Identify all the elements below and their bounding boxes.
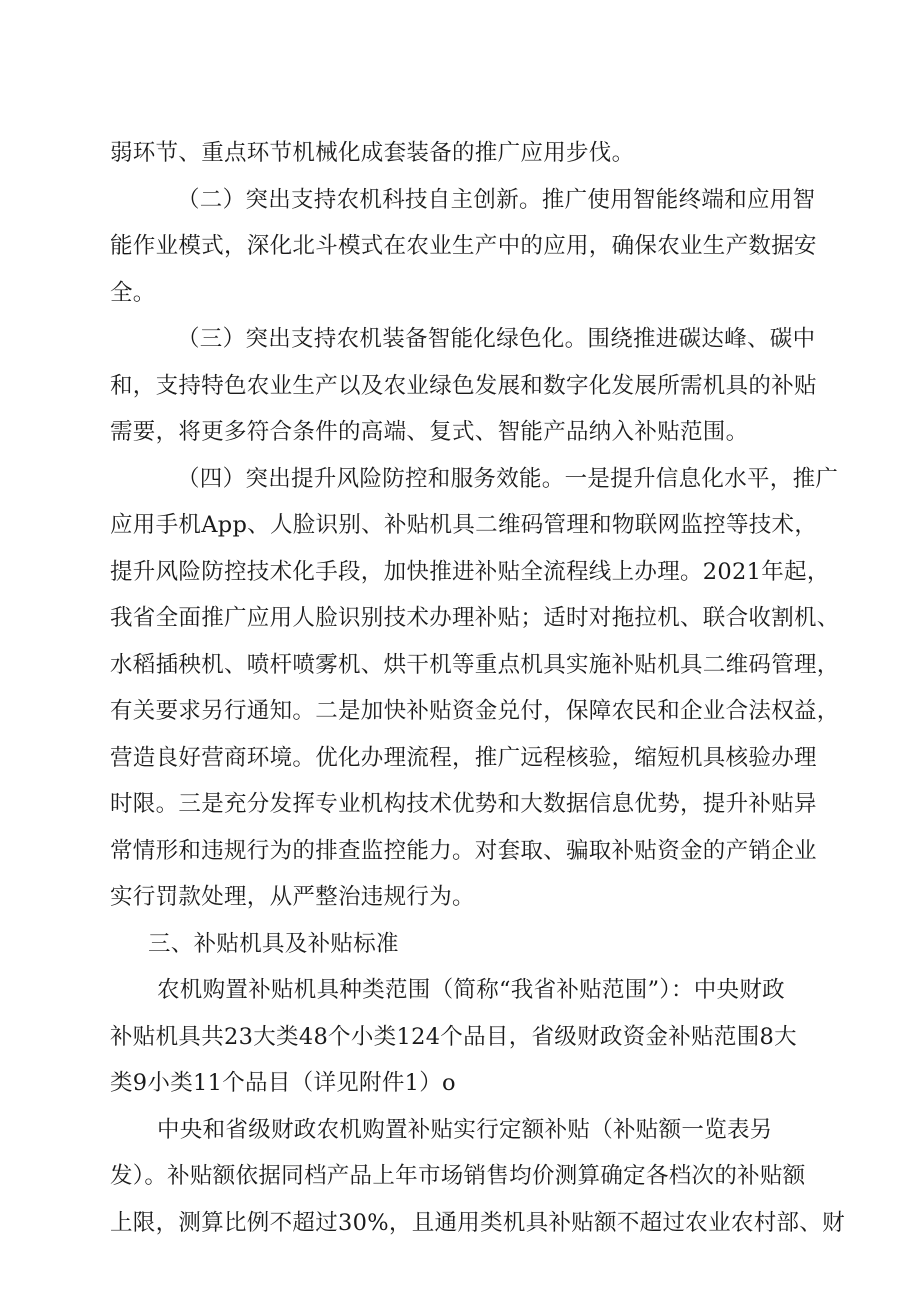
text-line: 营造良好营商环境。优化办理流程，推广远程核验，缩短机具核验办理 (110, 744, 817, 771)
text-line: 类9小类11个品目（详见附件1）o (110, 1070, 456, 1096)
text-line: 需要，将更多符合条件的高端、复式、智能产品纳入补贴范围。 (110, 419, 749, 445)
text-line: 时限。三是充分发挥专业机构技术优势和大数据信息优势，提升补贴异 (110, 791, 817, 817)
paragraph-heading-2: （二）突出支持农机科技自主创新。推广使用智能终端和应用智 (177, 186, 816, 213)
paragraph-heading-4: （四）突出提升风险防控和服务效能。一是提升信息化水平，推广 (177, 465, 839, 492)
text-line: 提升风险防控技术化手段，加快推进补贴全流程线上办理。2021年起， (110, 558, 830, 585)
text-line: 补贴机具共23大类48个小类124个品目，省级财政资金补贴范围8大 (110, 1023, 797, 1050)
text-line: 全。 (110, 279, 156, 306)
section-heading: 三、补贴机具及补贴标准 (148, 930, 399, 957)
text-line: 弱环节、重点环节机械化成套装备的推广应用步伐。 (110, 140, 635, 166)
text-line: 发）。补贴额依据同档产品上年市场销售均价测算确定各档次的补贴额 (110, 1163, 806, 1189)
text-line: 应用手机App、人脸识别、补贴机具二维码管理和物联网监控等技术， (110, 512, 818, 538)
text-line: 有关要求另行通知。二是加快补贴资金兑付，保障农民和企业合法权益， (110, 698, 840, 724)
text-line: 实行罚款处理，从严整治违规行为。 (110, 884, 475, 910)
text-line: 我省全面推广应用人脸识别技术办理补贴；适时对拖拉机、联合收割机、 (110, 605, 840, 631)
text-line: 水稻插秧机、喷杆喷雾机、烘干机等重点机具实施补贴机具二维码管理， (110, 651, 840, 678)
text-line: 能作业模式，深化北斗模式在农业生产中的应用，确保农业生产数据安 (110, 233, 817, 259)
paragraph-heading-3: （三）突出支持农机装备智能化绿色化。围绕推进碳达峰、碳中 (177, 326, 816, 352)
text-line: 和，支持特色农业生产以及农业绿色发展和数字化发展所需机具的补贴 (110, 372, 817, 399)
text-line: 上限，测算比例不超过30%，且通用类机具补贴额不超过农业农村部、财 (110, 1209, 845, 1236)
body-text (110, 130, 845, 1246)
paragraph-start: 农机购置补贴机具种类范围（简称“我省补贴范围”）：中央财政 (157, 977, 785, 1003)
paragraph-start: 中央和省级财政农机购置补贴实行定额补贴（补贴额一览表另 (157, 1116, 773, 1143)
text-line: 常情形和违规行为的排查监控能力。对套取、骗取补贴资金的产销企业 (110, 837, 817, 864)
